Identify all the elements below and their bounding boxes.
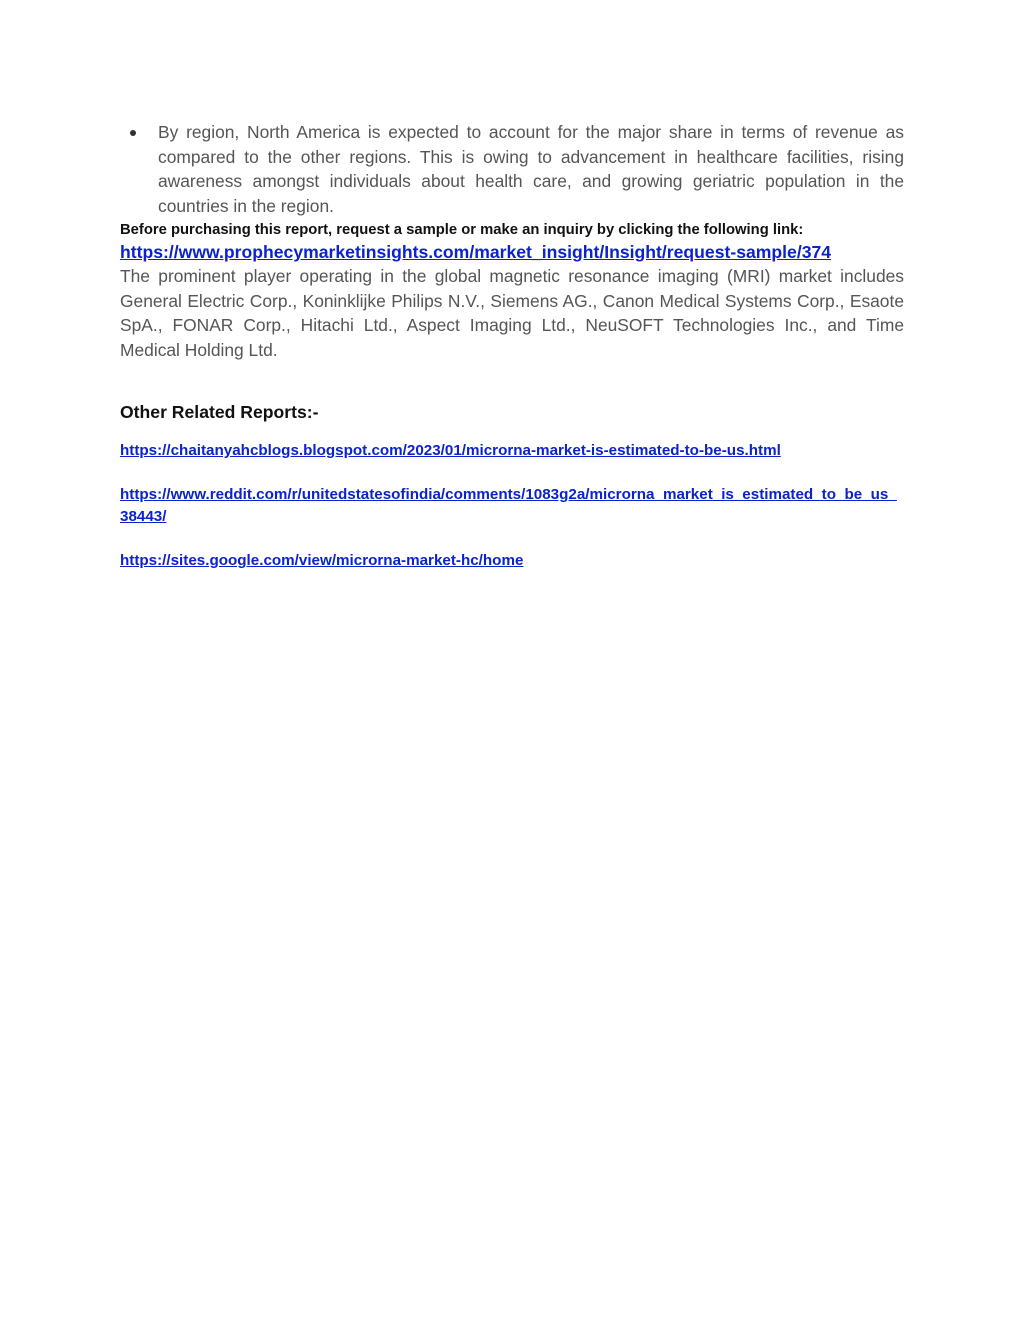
related-report-link-blogspot[interactable]: https://chaitanyahcblogs.blogspot.com/2023/01/microrna-market-is-estimated-to-be-us.html xyxy=(120,442,781,459)
related-report-link-reddit[interactable]: https://www.reddit.com/r/unitedstatesofindia/comments/1083g2a/microrna_market_is_estimated_to_be_us_38443/ xyxy=(120,486,897,525)
market-players-paragraph: The prominent player operating in the global magnetic resonance imaging (MRI) market includes General Electric Corp., Koninklijke Philips N.V., Siemens AG., Canon Medical Systems Corp., Esaote SpA., FONAR Corp., Hitachi Ltd., Aspect Imaging Ltd., NeuSOFT Technologies Inc., and Time Medical Holding Ltd. xyxy=(120,266,904,360)
related-reports-heading: Other Related Reports:- xyxy=(120,402,319,422)
related-report-link-google-sites[interactable]: https://sites.google.com/view/microrna-market-hc/home xyxy=(120,552,524,569)
region-bullet-item xyxy=(120,120,904,218)
region-bullet-text: By region, North America is expected to account for the major share in terms of revenue as compared to the other regions. This is owing to advancement in healthcare facilities, rising awareness amongst individuals about health care, and growing geriatric population in the countries in the region. xyxy=(158,122,904,216)
bullet-dot-icon xyxy=(130,130,136,136)
sample-request-prompt: Before purchasing this report, request a sample or make an inquiry by clicking the following link: xyxy=(120,222,804,238)
document-content xyxy=(120,120,904,594)
related-reports-list xyxy=(120,440,904,572)
request-sample-link[interactable]: https://www.prophecymarketinsights.com/market_insight/Insight/request-sample/374 xyxy=(120,242,832,262)
